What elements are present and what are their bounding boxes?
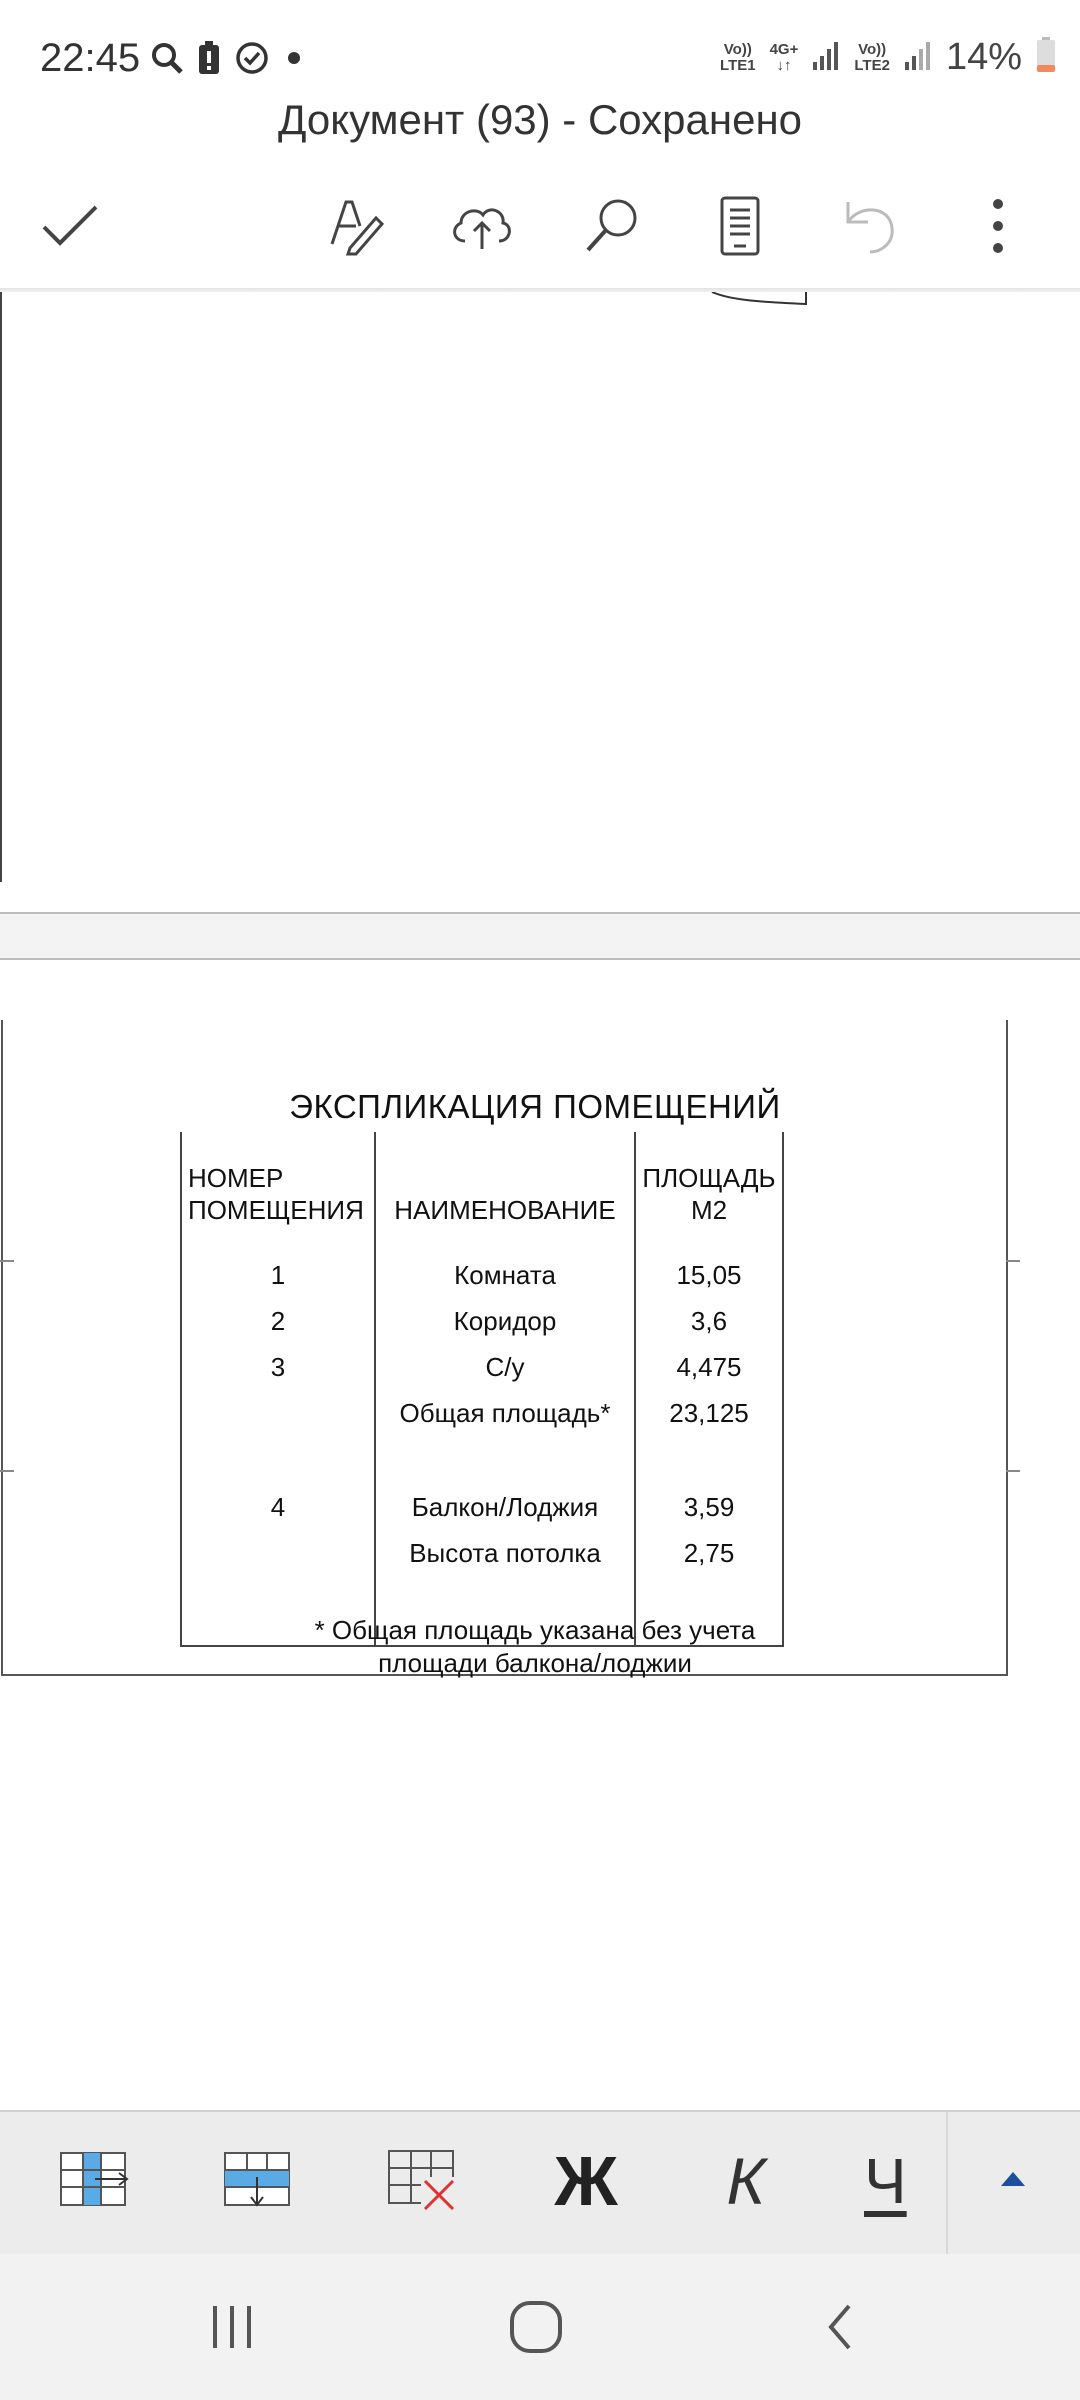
mobile-view-icon bbox=[718, 196, 762, 261]
cell-number[interactable] bbox=[181, 1530, 375, 1576]
table-format-bar bbox=[0, 2110, 1080, 2254]
page-tick bbox=[0, 1260, 14, 1262]
cell-area[interactable]: 15,05 bbox=[635, 1252, 783, 1298]
done-button[interactable] bbox=[32, 190, 108, 266]
cell-number[interactable]: 2 bbox=[181, 1298, 375, 1344]
more-options-button[interactable] bbox=[960, 190, 1036, 266]
table-row bbox=[181, 1530, 783, 1576]
cell-name[interactable]: С/у bbox=[375, 1344, 635, 1390]
insert-row-below-icon bbox=[223, 2149, 293, 2214]
home-icon bbox=[508, 2299, 564, 2360]
recent-apps-button[interactable] bbox=[192, 2294, 272, 2364]
insert-column-button[interactable] bbox=[44, 2136, 144, 2226]
draw-button[interactable] bbox=[318, 190, 394, 266]
table-row bbox=[181, 1298, 783, 1344]
sim1-indicator: Vo)) LTE1 bbox=[720, 40, 756, 74]
table-row-spacer bbox=[181, 1436, 783, 1484]
battery-percent: 14% bbox=[945, 36, 1022, 78]
app-toolbar bbox=[0, 170, 1080, 290]
format-bar-divider bbox=[946, 2112, 948, 2254]
table-title: ЭКСПЛИКАЦИЯ ПОМЕЩЕНИЙ bbox=[289, 1088, 781, 1125]
insert-row-button[interactable] bbox=[208, 2136, 308, 2226]
more-vert-icon bbox=[988, 196, 1008, 261]
document-title: Документ (93) - Сохранено bbox=[277, 96, 803, 143]
cell-number[interactable]: 1 bbox=[181, 1252, 375, 1298]
table-header-row bbox=[181, 1132, 783, 1252]
cell-area[interactable]: 4,475 bbox=[635, 1344, 783, 1390]
check-circle-icon bbox=[234, 40, 270, 81]
status-time: 22:45 bbox=[40, 36, 141, 80]
header-area[interactable]: ПЛОЩАДЬ М2 bbox=[635, 1132, 783, 1252]
save-cloud-button[interactable] bbox=[444, 190, 520, 266]
expand-up-icon bbox=[998, 2169, 1028, 2194]
page-tick bbox=[0, 1470, 14, 1472]
table-row bbox=[181, 1390, 783, 1436]
cell-area[interactable]: 3,59 bbox=[635, 1484, 783, 1530]
recent-apps-icon bbox=[207, 2304, 257, 2355]
explication-table[interactable] bbox=[180, 1132, 784, 1647]
page-separator bbox=[0, 912, 1080, 960]
status-notification-icons bbox=[150, 40, 304, 81]
page-tick bbox=[1006, 1470, 1020, 1472]
signal-icon bbox=[904, 40, 932, 75]
search-icon bbox=[150, 41, 184, 80]
status-bar bbox=[0, 0, 1080, 100]
cell-number[interactable]: 4 bbox=[181, 1484, 375, 1530]
cell-number[interactable]: 3 bbox=[181, 1344, 375, 1390]
cell-area[interactable]: 3,6 bbox=[635, 1298, 783, 1344]
bold-button[interactable]: Ж bbox=[554, 2142, 618, 2220]
table-footnote: * Общая площадь указана без учета площади балкона/лоджии bbox=[314, 1615, 756, 1678]
battery-alert-icon bbox=[198, 41, 220, 80]
battery-icon bbox=[1036, 37, 1056, 78]
draw-pen-icon bbox=[326, 196, 386, 261]
back-button[interactable] bbox=[800, 2294, 880, 2364]
expand-toolbar-button[interactable] bbox=[968, 2136, 1058, 2226]
signal-icon bbox=[812, 40, 840, 75]
cell-number[interactable] bbox=[181, 1390, 375, 1436]
underline-button[interactable]: Ч bbox=[864, 2145, 907, 2217]
table-row bbox=[181, 1252, 783, 1298]
insert-column-right-icon bbox=[59, 2149, 129, 2214]
italic-button[interactable]: К bbox=[726, 2144, 766, 2218]
sim2-indicator: Vo)) LTE2 bbox=[854, 40, 890, 74]
cell-name[interactable]: Балкон/Лоджия bbox=[375, 1484, 635, 1530]
cloud-upload-icon bbox=[449, 201, 515, 256]
search-icon bbox=[582, 196, 642, 261]
network-indicator: 4G+ ↓↑ bbox=[769, 40, 799, 74]
cell-name[interactable]: Общая площадь* bbox=[375, 1390, 635, 1436]
cell-area[interactable]: 23,125 bbox=[635, 1390, 783, 1436]
cell-name[interactable]: Комната bbox=[375, 1252, 635, 1298]
home-button[interactable] bbox=[496, 2294, 576, 2364]
undo-icon bbox=[840, 196, 900, 261]
document-canvas[interactable] bbox=[0, 292, 1080, 2110]
table-row bbox=[181, 1344, 783, 1390]
dot-icon bbox=[284, 48, 304, 73]
cell-name[interactable]: Высота потолка bbox=[375, 1530, 635, 1576]
delete-table-icon bbox=[387, 2147, 457, 2216]
page1-drawing-fragment bbox=[700, 292, 820, 308]
table-row bbox=[181, 1484, 783, 1530]
back-icon bbox=[823, 2302, 857, 2357]
page1-border bbox=[0, 292, 3, 882]
delete-table-button[interactable] bbox=[372, 2136, 472, 2226]
header-number[interactable]: НОМЕР ПОМЕЩЕНИЯ bbox=[181, 1132, 375, 1252]
page-tick bbox=[1006, 1260, 1020, 1262]
search-button[interactable] bbox=[574, 190, 650, 266]
cell-name[interactable]: Коридор bbox=[375, 1298, 635, 1344]
undo-button[interactable] bbox=[832, 190, 908, 266]
check-icon bbox=[40, 201, 100, 256]
status-right bbox=[720, 36, 1056, 79]
cell-area[interactable]: 2,75 bbox=[635, 1530, 783, 1576]
mobile-view-button[interactable] bbox=[702, 190, 778, 266]
system-nav-bar bbox=[0, 2254, 1080, 2400]
header-name[interactable]: НАИМЕНОВАНИЕ bbox=[375, 1132, 635, 1252]
